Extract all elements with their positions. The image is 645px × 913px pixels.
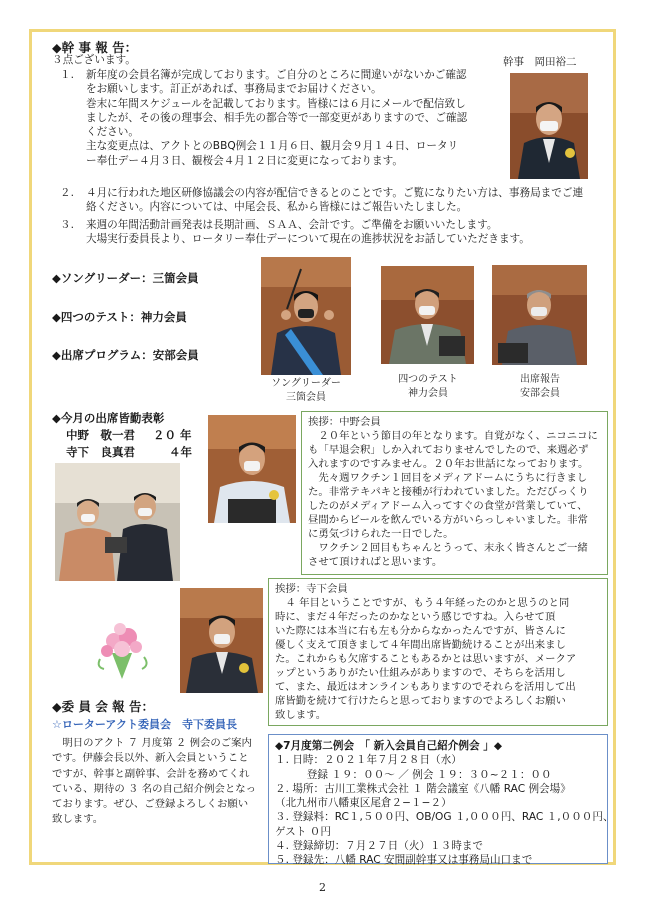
item-line: ４月に行われた地区研修協議会の内容が配信できるとのことです。ご覧になりたい方は、事務局までご連 <box>86 187 584 199</box>
greeting-line: て、また、最近はオンラインもありますのでそれらを活用して出 <box>275 681 576 693</box>
event-line: 登録 １９：００～ ／ 例会 １９：３０~２１：００ <box>275 768 552 781</box>
committee-line: ている、期待の ３ 名の自己紹介例会となっ <box>52 782 257 795</box>
greeting-line: 優しく支えて頂きまして４年間出席皆勤続けることが出来まし <box>275 639 566 651</box>
committee-line: ですが、幹事と副幹事、会計を務めてくれ <box>52 767 250 780</box>
greeting-line: したのがメディアドーム入ってすぐの食堂が営業していて、 <box>308 500 588 512</box>
greeting-line: ２０年という節目の年となります。自覚がなく、ニコニコに <box>308 430 598 442</box>
greeting-line: ４ 年目ということですが、もう４年経ったのかと思うのと同 <box>275 597 570 609</box>
committee-line: ております。ぜひ、ご登録よろしくお願い <box>52 798 249 811</box>
role-attendance-program: ◆出席プログラム：安部会員 <box>52 348 199 362</box>
caption-line: 安部会員 <box>520 388 560 399</box>
greeting-title: 挨拶：寺下会員 <box>275 583 348 595</box>
greeting-line: 先々週ワクチン１回目をメディアドームにうちに行きまし <box>308 472 588 484</box>
committee-line: 明日のアクト ７ 月度第 ２ 例会のご案内 <box>52 737 252 749</box>
caption-line: 神力会員 <box>408 388 448 399</box>
item-line: 主な変更点は、アクトとのBBQ例会１１月６日、観月会９月１４日、ロータリ <box>86 140 459 153</box>
event-line: ４. 登録締切：７月２７日（火）１３時まで <box>275 840 484 853</box>
greeting-line: た。これからも欠席することもあるかとは思いますが、メークア <box>275 653 577 665</box>
caption-line: 三箇会員 <box>286 392 326 403</box>
secretary-photo <box>510 73 588 179</box>
greeting-terashita-box <box>268 578 608 726</box>
greeting-line: ワクチン２回目もちゃんとうって、末永く皆さんとご一緒 <box>308 542 588 554</box>
flower-bouquet-image <box>92 617 152 679</box>
award-photo <box>55 463 180 581</box>
secretary-author: 幹事 岡田裕二 <box>503 56 577 68</box>
terashita-photo <box>180 588 263 693</box>
greeting-line: も「早退会釈」しか入れておりませんでしたので、来週必ず <box>308 444 589 456</box>
event-line: ３. 登録料：RC１,５００円、OB/OG １,０００円、RAC １,０００円、 <box>275 811 614 824</box>
award-name: 中野 敬一君 <box>66 428 135 442</box>
attendance-photo <box>492 265 587 365</box>
award-row-1 <box>66 427 192 443</box>
greeting-line: ップというありがたい仕組みがありますので、そちらを活用し <box>275 667 566 679</box>
item-number: １. <box>60 69 74 81</box>
event-line: ゲスト ０円 <box>275 825 331 838</box>
committee-subheading: ☆ローターアクト委員会 寺下委員長 <box>52 718 237 731</box>
greeting-line: 席皆勤を続けて行けたらと思っておりますのでよろしくお願い <box>275 695 566 707</box>
item-line: ください。 <box>86 126 139 139</box>
greeting-line: た。非常テキパキと接種が行われていました。ただびっくり <box>308 486 589 498</box>
caption-line: ソングリーダー <box>271 378 341 389</box>
greeting-line: 致します。 <box>275 709 327 721</box>
role-song-leader: ◆ソングリーダー：三箇会員 <box>52 271 199 285</box>
item-line: ー奉仕デー４月３日、観桜会４月１２日に変更になっております。 <box>86 154 403 167</box>
event-title: ◆7月度第二例会 「 新入会員自己紹介例会 」◆ <box>275 740 503 752</box>
secretary-item-1 <box>60 68 500 168</box>
item-number: ２. <box>60 187 74 199</box>
event-line: ２. 場所：古川工業株式会社 １ 階会議室《八幡 RAC 例会場》 <box>275 782 571 795</box>
secretary-item-3 <box>60 218 610 247</box>
greeting-line: に勇気づけられた一日でした。 <box>308 528 454 540</box>
item-line: 大場実行委員長より、ロータリー奉仕デーについて現在の進捗状況をお話していただきます。 <box>86 233 530 246</box>
greeting-line: いた際には本当に右も左も分からなかったんですが、皆さんに <box>275 625 566 637</box>
greeting-line: させて頂ければと思います。 <box>308 556 443 568</box>
page-number: 2 <box>319 881 326 894</box>
caption-line: 四つのテスト <box>398 374 458 385</box>
four-test-caption <box>378 373 478 401</box>
item-line: をお願いします。訂正があれば、事務局までお届けください。 <box>86 83 382 96</box>
award-name: 寺下 良真君 <box>66 445 135 459</box>
award-heading: ◆今月の出席皆勤表彰 <box>52 411 165 425</box>
greeting-line: 昼間からビールを飲んでいる方がいらっしゃいました。非常 <box>308 514 588 526</box>
secretary-intro: ３点ございます。 <box>52 54 136 66</box>
item-number: ３. <box>60 219 74 231</box>
committee-line: です。伊藤会長以外、新入会員ということ <box>52 752 249 765</box>
committee-heading: ◆委 員 会 報 告： <box>52 699 155 714</box>
committee-body <box>52 736 266 828</box>
item-line: 絡ください。内容については、中尾会長、私から皆様にはご報告いたしました。 <box>86 201 468 214</box>
greeting-title: 挨拶：中野会員 <box>308 416 381 428</box>
item-line: 巻末に年間スケジュールを記載しております。皆様には６月にメールで配信致し <box>86 97 466 110</box>
award-years: ２０ 年 <box>153 428 192 442</box>
secretary-item-2 <box>60 186 610 215</box>
event-box <box>268 734 614 867</box>
event-line: ５. 登録先：八幡 RAC 安間副幹事又は事務局山口まで <box>275 854 533 867</box>
role-four-test: ◆四つのテスト：神力会員 <box>52 310 187 324</box>
item-line: ましたが、その後の理事会、相手先の都合等で一部変更がありますので、ご確認 <box>86 111 468 124</box>
item-line: 新年度の会員名簿が完成しております。ご自分のところに間違いがないかご確認 <box>86 69 467 81</box>
secretary-heading: ◆幹 事 報 告： <box>52 40 138 55</box>
award-years: ４年 <box>169 445 193 459</box>
four-test-photo <box>381 266 474 364</box>
committee-line: 致します。 <box>52 813 104 826</box>
item-line: 来週の年間活動計画発表は長期計画、ＳＡＡ、会計です。ご準備をお願いいたします。 <box>86 219 498 231</box>
event-line: （北九州市八幡東区尾倉２−１−２） <box>275 797 452 810</box>
attendance-caption <box>492 373 588 401</box>
award-row-2 <box>66 444 192 460</box>
greeting-nakano-box <box>301 411 608 575</box>
event-line: １. 日時：２０２１年７月２８日（水） <box>275 754 462 767</box>
song-leader-caption <box>258 377 354 405</box>
nakano-photo <box>208 415 296 523</box>
caption-line: 出席報告 <box>520 374 560 385</box>
song-leader-photo <box>261 257 351 375</box>
greeting-line: 時に、まだ４年だったのかなという感じですね。入らせて頂 <box>275 611 556 623</box>
greeting-line: 入れますのですみません。２０年お世話になっております。 <box>308 458 589 470</box>
